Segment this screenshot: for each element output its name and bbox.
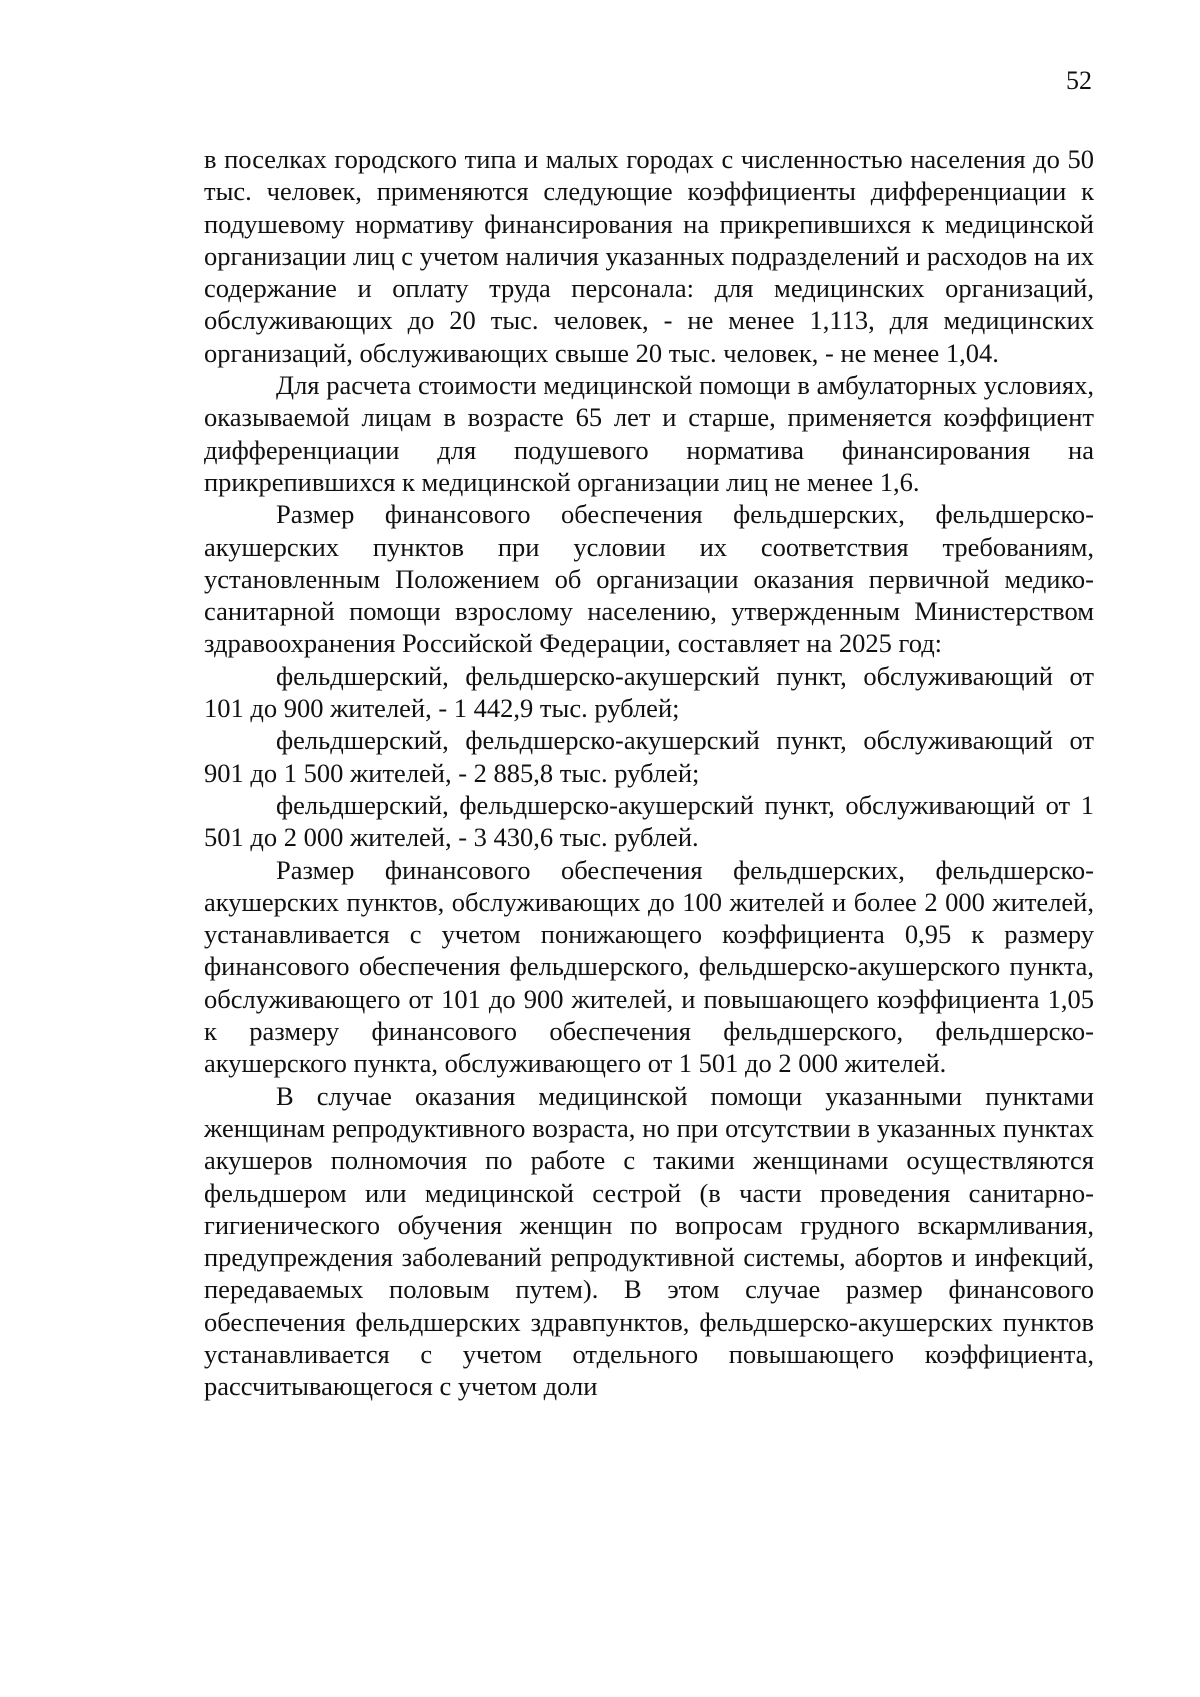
page-number: 52	[1066, 66, 1092, 95]
paragraph-fap-funding-intro: Размер финансового обеспечения фельдшерских, фельдшерско-акушерских пунктов при условии их соответствия требованиям, установленным Положением об организации оказания первичной медико-санитарной помощи взрослому населению, утвержденным Министерством здравоохранения Российской Федерации, составляет на 2025 год:	[204, 499, 1094, 659]
paragraph-elderly-coefficient: Для расчета стоимости медицинской помощи в амбулаторных условиях, оказываемой лицам в возрасте 65 лет и старше, применяется коэффициент дифференциации для подушевого норматива финансирования на прикрепившихся к медицинской организации лиц не менее 1,6.	[204, 370, 1094, 497]
document-body	[204, 143, 1094, 1403]
paragraph-fap-1501-2000: фельдшерский, фельдшерско-акушерский пункт, обслуживающий от 1 501 до 2 000 жителей, - 3 430,6 тыс. рублей.	[204, 789, 1094, 853]
paragraph-fap-adjustment-coefficients: Размер финансового обеспечения фельдшерских, фельдшерско-акушерских пунктов, обслуживающих до 100 жителей и более 2 000 жителей, устанавливается с учетом понижающего коэффициента 0,95 к размеру финансового обеспечения фельдшерского, фельдшерско-акушерского пункта, обслуживающего от 101 до 900 жителей, и повышающего коэффициента 1,05 к размеру финансового обеспечения фельдшерского, фельдшерско-акушерского пункта, обслуживающего от 1 501 до 2 000 жителей.	[204, 854, 1094, 1079]
paragraph-population-coefficients: в поселках городского типа и малых городах с численностью населения до 50 тыс. человек, применяются следующие коэффициенты дифференциации к подушевому нормативу финансирования на прикрепившихся к медицинской организации лиц с учетом наличия указанных подразделений и расходов на их содержание и оплату труда персонала: для медицинских организаций, обслуживающих до 20 тыс. человек, - не менее 1,113, для медицинских организаций, обслуживающих свыше 20 тыс. человек, - не менее 1,04.	[204, 144, 1094, 368]
paragraph-fap-901-1500: фельдшерский, фельдшерско-акушерский пункт, обслуживающий от 901 до 1 500 жителей, - 2 885,8 тыс. рублей;	[204, 725, 1094, 788]
paragraph-reproductive-age-care: В случае оказания медицинской помощи указанными пунктами женщинам репродуктивного возраста, но при отсутствии в указанных пунктах акушеров полномочия по работе с такими женщинами осуществляются фельдшером или медицинской сестрой (в части проведения санитарно-гигиенического обучения женщин по вопросам грудного вскармливания, предупреждения заболеваний репродуктивной системы, абортов и инфекций, передаваемых половым путем). В этом случае размер финансового обеспечения фельдшерских здравпунктов, фельдшерско-акушерских пунктов устанавливается с учетом отдельного повышающего коэффициента, рассчитывающегося с учетом доли	[204, 1080, 1094, 1402]
paragraph-fap-101-900: фельдшерский, фельдшерско-акушерский пункт, обслуживающий от 101 до 900 жителей, - 1 442,9 тыс. рублей;	[204, 660, 1094, 724]
